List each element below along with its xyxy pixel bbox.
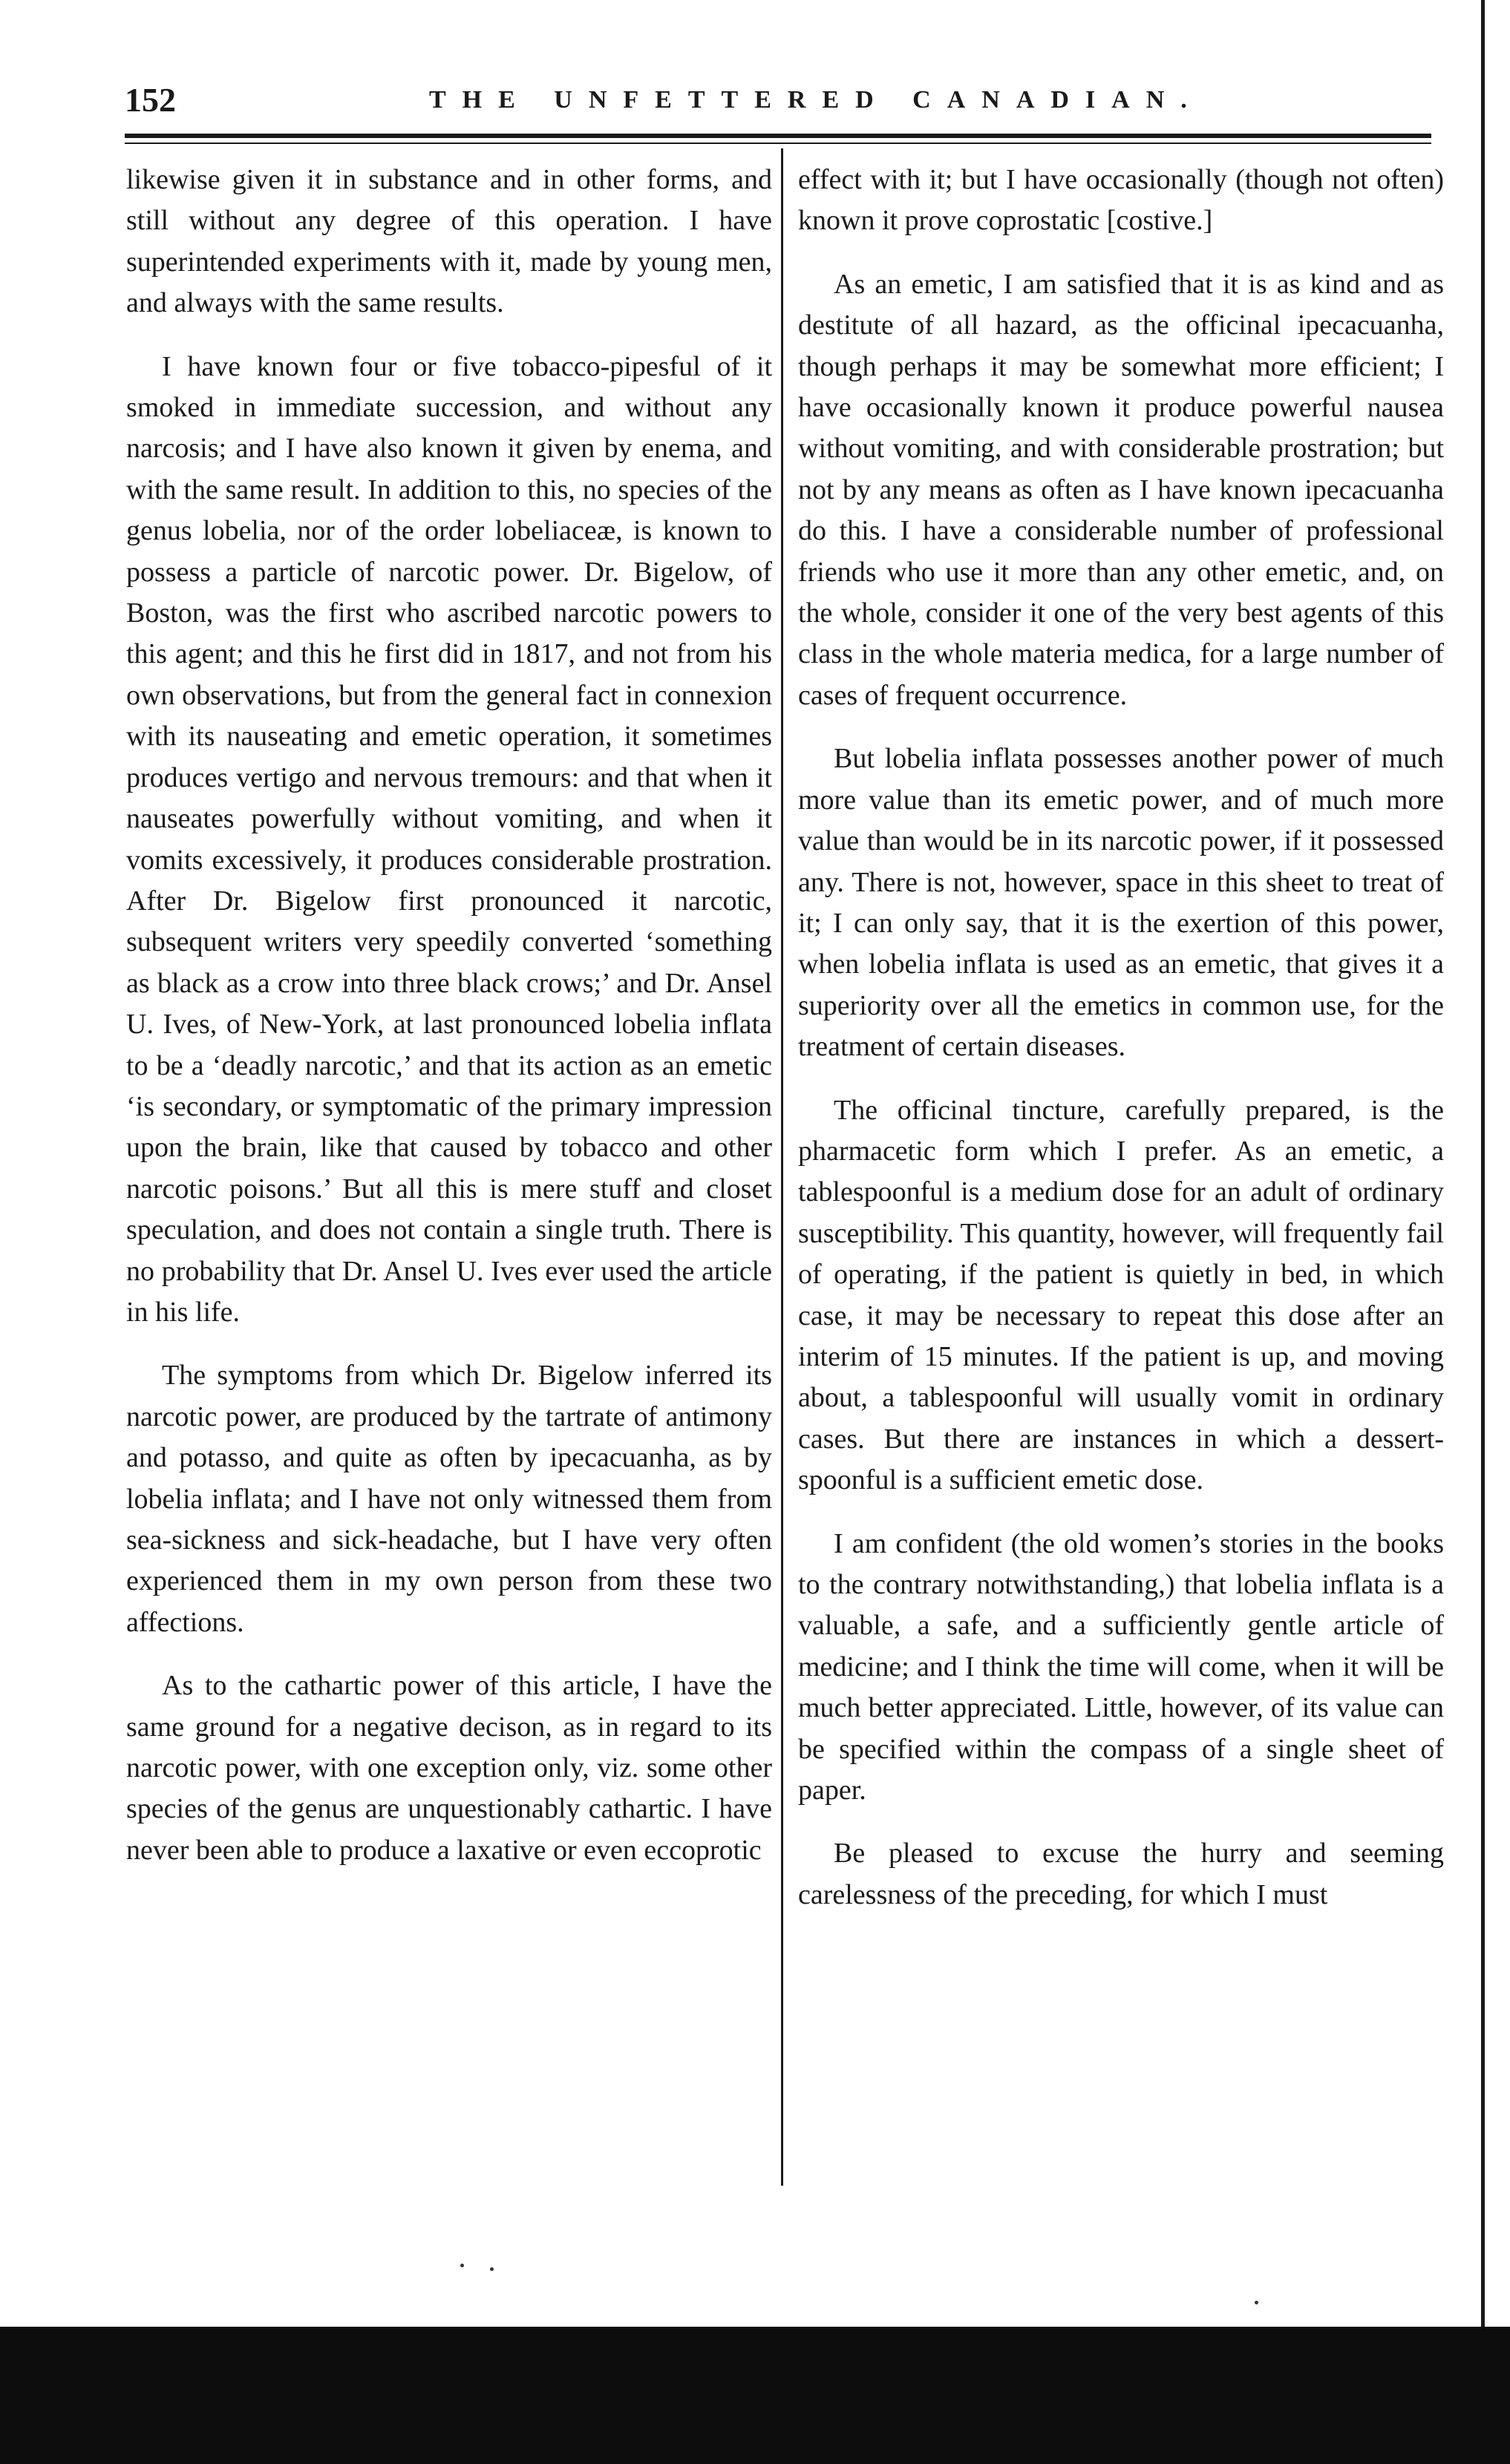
- right-column: [798, 160, 1444, 1938]
- paragraph: The officinal tincture, carefully prepared, is the pharmacetic form which I prefer. As an emetic, a tablespoonful is a medium dose for an adult of ordinary susceptibility. This quantity, however, will frequently fail of operating, if the patient is quietly in bed, in which case, it may be necessary to repeat this dose after an interim of 15 minutes. If the patient is up, and moving about, a tablespoonful will usually vomit in ordinary cases. But there are instances in which a dessert-spoonful is a sufficient emetic dose.: [798, 1094, 1444, 1496]
- paragraph: The symptoms from which Dr. Bigelow inferred its narcotic power, are produced by the tartrate of antimony and potasso, and quite as often by ipecacuanha, as by lobelia inflata; and I have not only witnessed them from sea-sickness and sick-headache, but I have very often experienced them in my own person from these two affections.: [126, 1360, 772, 1638]
- paragraph: I am confident (the old women’s stories in the books to the contrary notwithstanding,) that lobelia inflata is a valuable, a safe, and a sufficiently gentle article of medicine; and I think the time will come, when it will be much better appreciated. Little, however, of its value can be specified within the compass of a single sheet of paper.: [798, 1527, 1444, 1806]
- header-rule-thin: [125, 142, 1431, 144]
- left-column: [126, 160, 772, 1893]
- scan-border-bottom: [0, 2327, 1510, 2464]
- paragraph: I have known four or five tobacco-pipesful of it smoked in immediate succession, and without any narcosis; and I have also known it given by enema, and with the same result. In addition to this, no species of the genus lobelia, nor of the order lobeliaceæ, is known to possess a particle of narcotic power. Dr. Bigelow, of Boston, was the first who ascribed narcotic powers to this agent; and this he first did in 1817, and not from his own observations, but from the general fact in connexion with its nauseating and emetic operation, it sometimes produces vertigo and nervous tremours: and that when it nauseates powerfully without vomiting, and when it vomits excessively, it produces considerable prostration. After Dr. Bigelow first pronounced it narcotic, subsequent writers very speedily converted ‘something as black as a crow into three black crows;’ and Dr. Ansel U. Ives, of New-York, at last pronounced lobelia inflata to be a ‘deadly narcotic,’ and that its action as an emetic ‘is secondary, or symptomatic of the primary impression upon the brain, like that caused by tobacco and other narcotic poisons.’ But all this is mere stuff and closet speculation, and does not contain a single truth. There is no probability that Dr. Ansel U. Ives ever used the article in his life.: [126, 350, 772, 1328]
- paragraph: As to the cathartic power of this article, I have the same ground for a negative decison, as in regard to its narcotic power, with one exception only, viz. some other species of the genus are unquestionably cathartic. I have never been able to produce a laxative or even eccoprotic: [126, 1670, 772, 1866]
- page-header: [125, 80, 1431, 132]
- scan-speck: [490, 2267, 494, 2271]
- header-rule: [125, 134, 1431, 138]
- paragraph: But lobelia inflata possesses another power of much more value than its emetic power, and of much more value than would be in its narcotic power, if it possessed any. There is not, however, space in this sheet to treat of it; I can only say, that it is the exertion of this power, when lobelia inflata is used as an emetic, that gives it a superiority over all the emetics in common use, for the treatment of certain diseases.: [798, 743, 1444, 1063]
- page-number: 152: [125, 81, 176, 119]
- scan-speck: [460, 2264, 464, 2267]
- paragraph: effect with it; but I have occasionally (though not often) known it prove coprostatic [costive.]: [798, 164, 1444, 237]
- scan-speck: [1255, 2301, 1258, 2304]
- column-divider: [781, 148, 783, 2186]
- paragraph: Be pleased to excuse the hurry and seeming carelessness of the preceding, for which I must: [798, 1838, 1444, 1910]
- paragraph: As an emetic, I am satisfied that it is as kind and as destitute of all hazard, as the officinal ipecacuanha, though perhaps it may be somewhat more efficient; I have occasionally known it produce powerful nausea without vomiting, and with considerable prostration; but not by any means as often as I have known ipecacuanha do this. I have a considerable number of professional friends who use it more than any other emetic, and, on the whole, consider it one of the very best agents of this class in the whole materia medica, for a large number of cases of frequent occurrence.: [798, 268, 1444, 711]
- running-title: THE UNFETTERED CANADIAN.: [429, 86, 1203, 114]
- page-edge-shadow: [1481, 0, 1485, 2330]
- paragraph: likewise given it in substance and in other forms, and still without any degree of this operation. I have superintended experiments with it, made by young men, and always with the same results.: [126, 164, 772, 319]
